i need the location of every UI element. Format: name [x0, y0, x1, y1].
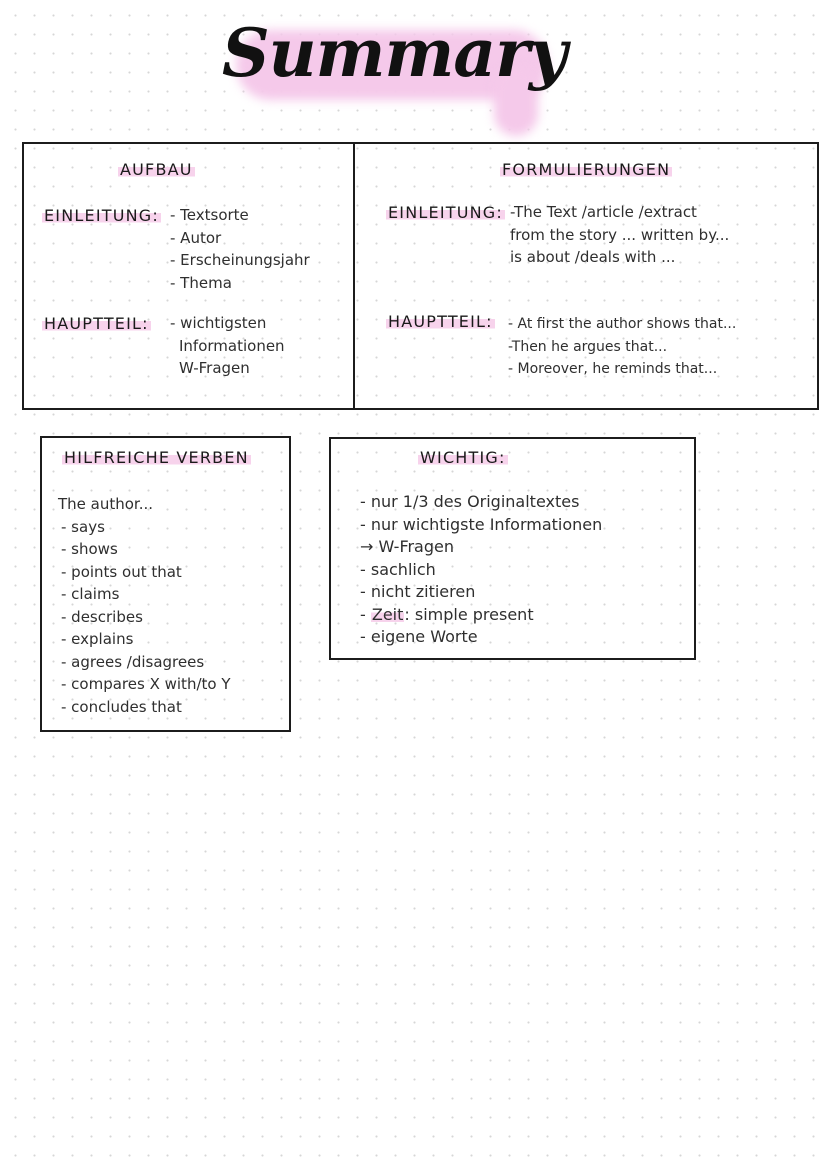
list-item: is about /deals with ...: [510, 248, 676, 266]
aufbau-einleitung-list: [170, 204, 310, 294]
verben-heading: HILFREICHE VERBEN: [64, 448, 249, 467]
aufbau-hauptteil-list: [170, 312, 285, 380]
list-item: -Then he argues that...: [508, 338, 668, 355]
list-item: - nur 1/3 des Originaltextes: [360, 492, 580, 511]
list-item: - claims: [61, 585, 120, 603]
wichtig-heading: WICHTIG:: [420, 448, 506, 467]
list-item: -The Text /article /extract: [510, 203, 697, 221]
formulierungen-einleitung-list: [510, 201, 729, 269]
aufbau-heading: AUFBAU: [120, 160, 193, 179]
list-item: - Moreover, he reminds that...: [508, 361, 718, 377]
list-item: - agrees /disagrees: [61, 652, 205, 671]
list-item: - explains: [61, 630, 134, 648]
list-item: - At first the author shows that...: [508, 316, 737, 332]
list-item: - Thema: [170, 273, 232, 292]
list-item: - points out that: [61, 562, 182, 581]
list-item: - nur wichtigste Informationen: [360, 514, 603, 534]
list-item: - shows: [61, 540, 118, 558]
column-divider: [353, 144, 355, 408]
list-item: - concludes that: [61, 697, 182, 716]
list-item: from the story ... written by...: [510, 225, 730, 244]
list-item: W-Fragen: [179, 359, 250, 377]
wichtig-list: [360, 491, 602, 649]
formulierungen-hauptteil-label: HAUPTTEIL:: [388, 312, 493, 331]
list-item: - Textsorte: [170, 206, 249, 224]
list-item: - sachlich: [360, 559, 436, 579]
aufbau-hauptteil-label: HAUPTTEIL:: [44, 314, 149, 333]
list-item: → W-Fragen: [360, 537, 454, 556]
title-area: [222, 6, 567, 134]
list-item-zeit: [360, 604, 602, 627]
verben-intro: The author...: [58, 495, 154, 513]
list-item: - eigene Worte: [360, 627, 478, 646]
aufbau-einleitung-label: EINLEITUNG:: [44, 206, 159, 225]
list-item: - describes: [61, 607, 143, 626]
list-item: - nicht zitieren: [360, 582, 476, 601]
list-item: Informationen: [179, 336, 285, 355]
list-item: - Erscheinungsjahr: [170, 251, 310, 269]
zeit-prefix: -: [360, 604, 371, 624]
verben-list: [58, 493, 231, 718]
list-item: - says: [61, 517, 105, 536]
zeit-highlight: Zeit: [371, 604, 404, 624]
list-item: - Autor: [170, 228, 222, 247]
zeit-rest: : simple present: [404, 604, 534, 624]
formulierungen-einleitung-label: EINLEITUNG:: [388, 203, 503, 222]
list-item: - wichtigsten: [170, 314, 267, 332]
formulierungen-hauptteil-list: [508, 313, 736, 381]
formulierungen-heading: FORMULIERUNGEN: [502, 160, 671, 179]
page-title: Summary: [222, 14, 567, 92]
list-item: - compares X with/to Y: [61, 675, 231, 693]
